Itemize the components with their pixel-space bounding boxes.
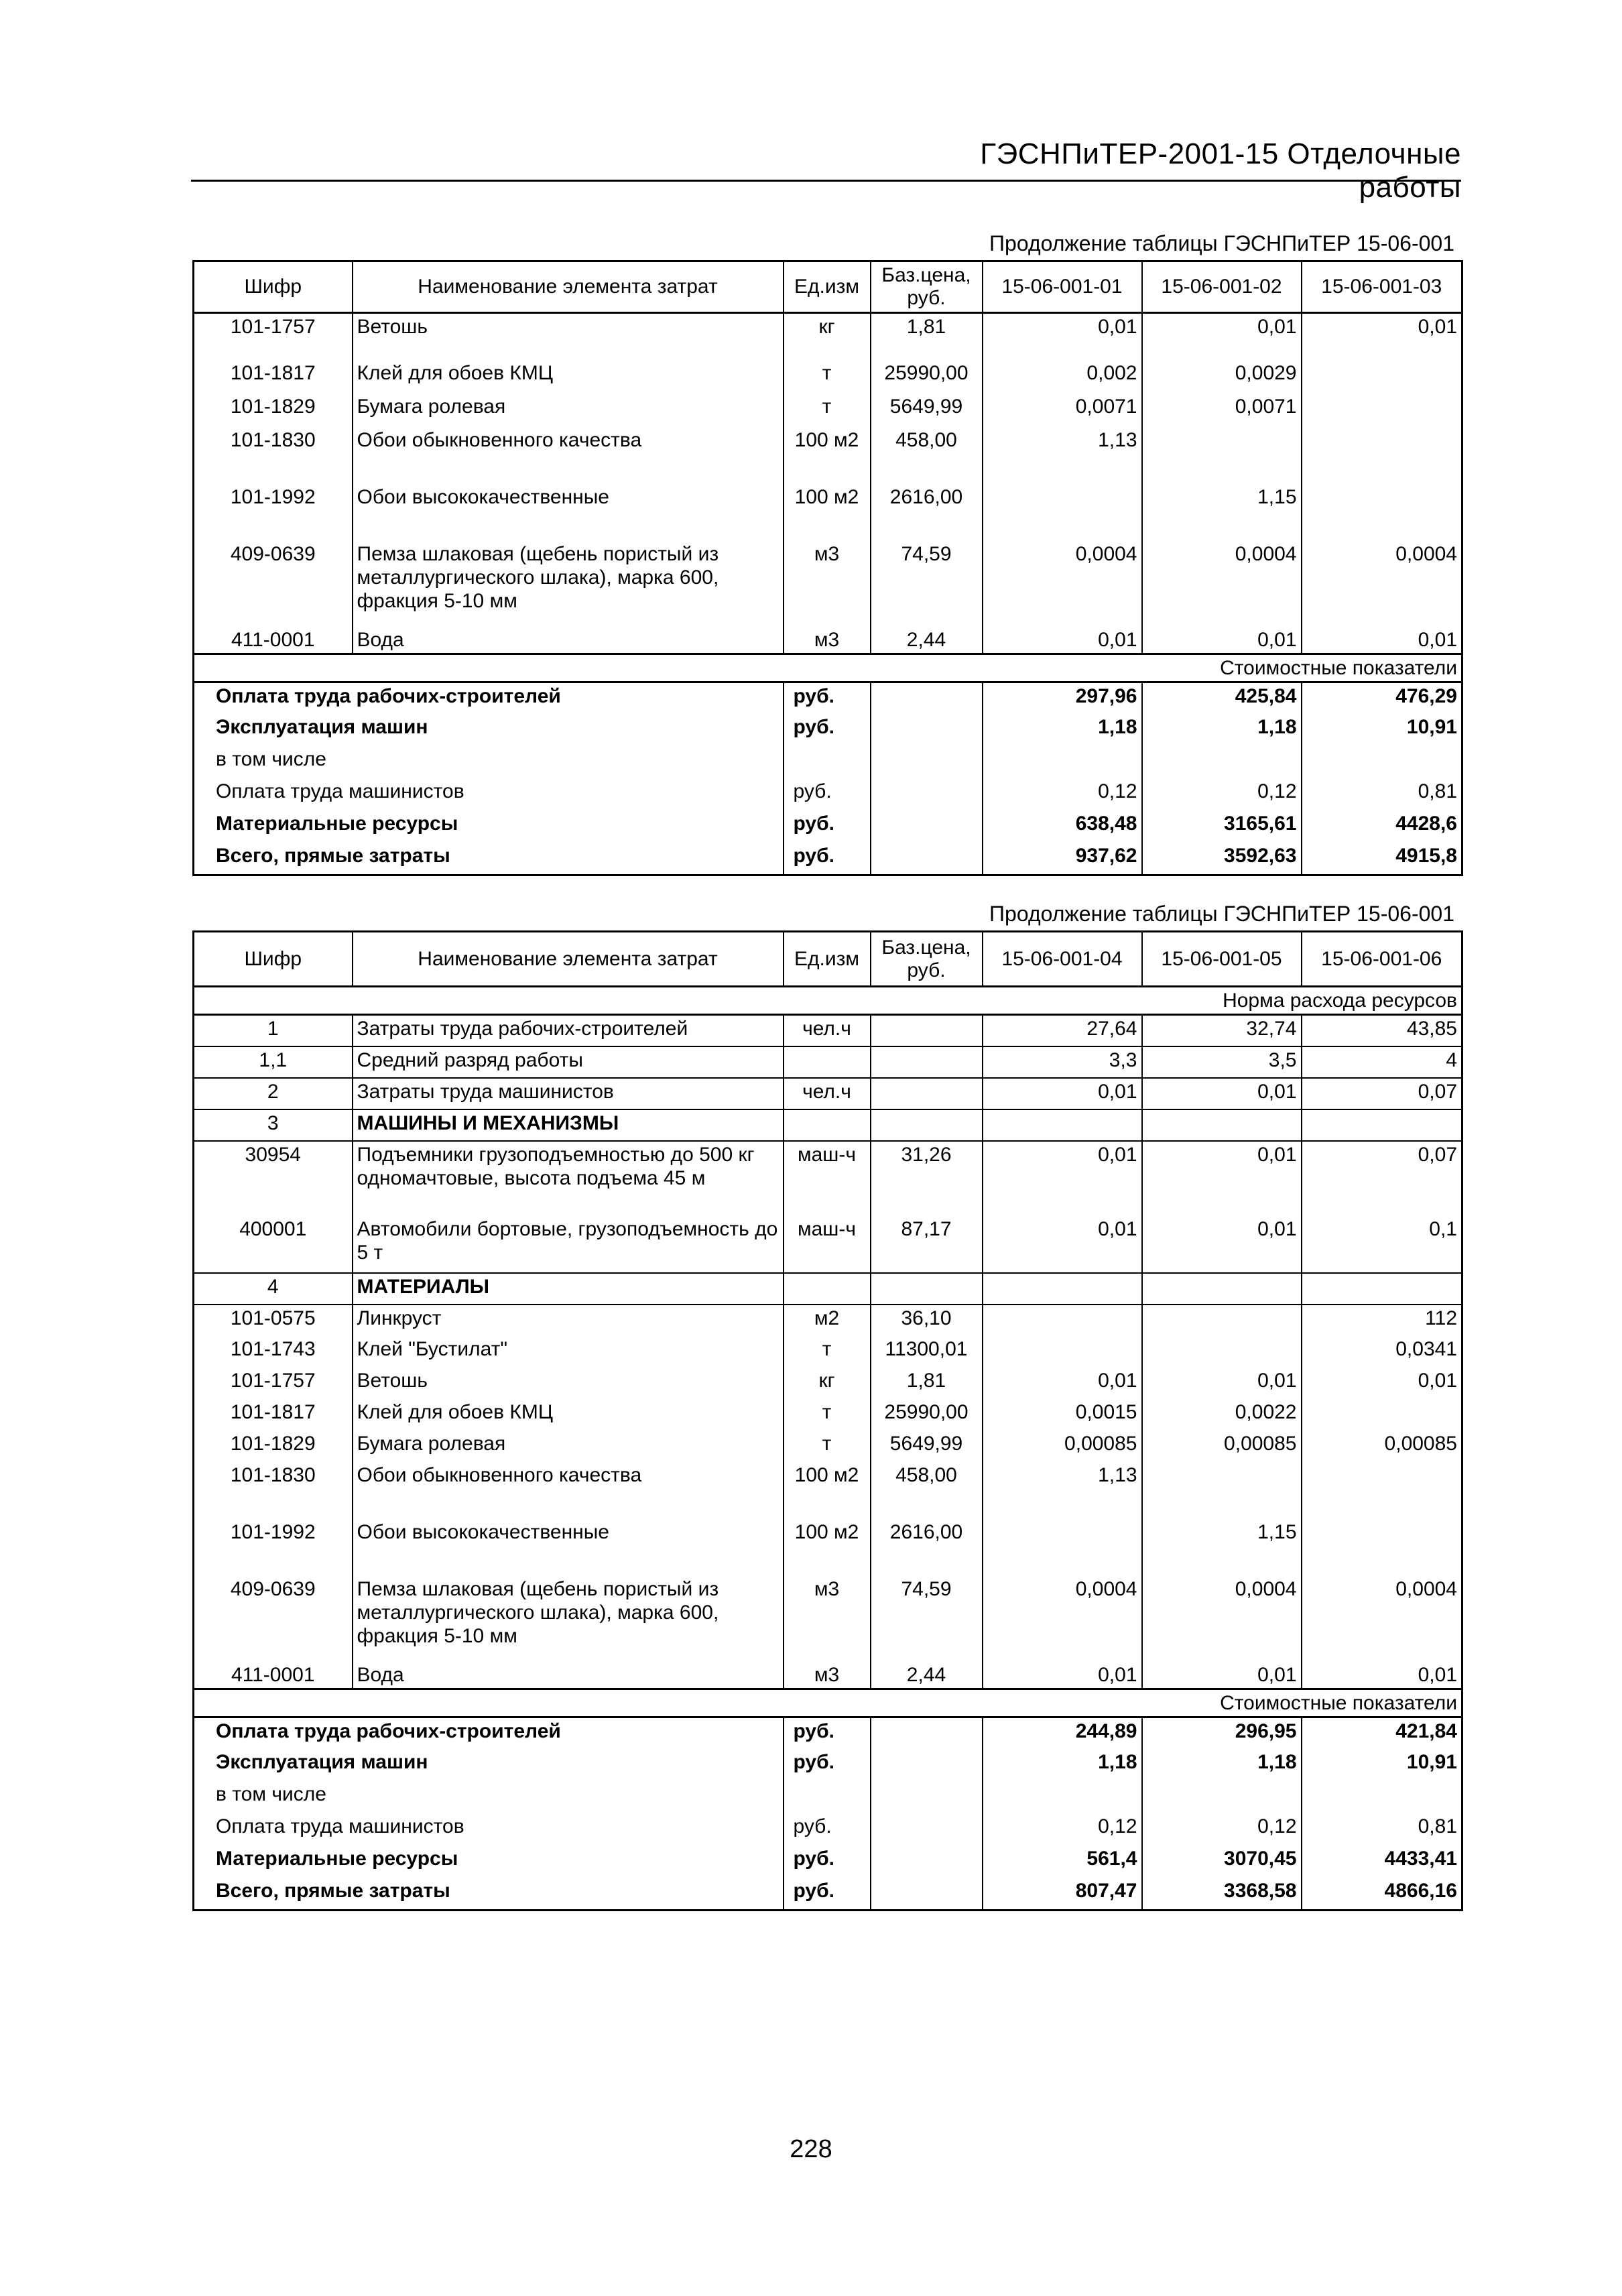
- totals-price-empty: [871, 682, 983, 714]
- cell-value: 0,01: [1142, 1662, 1302, 1689]
- cell-code: 4: [194, 1273, 353, 1305]
- cell-value: 0,01: [983, 1141, 1142, 1216]
- cell-price: 458,00: [871, 427, 983, 484]
- cell-name: Пемза шлаковая (щебень пористый из металлургического шлака), марка 600, фракция 5-10 мм: [353, 541, 784, 627]
- cell-unit: кг: [784, 1368, 871, 1399]
- cell-name: Линкруст: [353, 1305, 784, 1336]
- cell-price: 25990,00: [871, 360, 983, 394]
- totals-unit: руб.: [784, 778, 871, 810]
- cell-unit: т: [784, 1431, 871, 1462]
- cell-code: 101-1817: [194, 1399, 353, 1431]
- totals-value: 0,81: [1302, 778, 1462, 810]
- table-row: [194, 1046, 1462, 1078]
- cell-code: 101-0575: [194, 1305, 353, 1336]
- totals-row: [194, 1878, 1462, 1910]
- totals-value: 0,12: [1142, 778, 1302, 810]
- cell-code: 411-0001: [194, 627, 353, 654]
- cell-code: 101-1829: [194, 1431, 353, 1462]
- cell-value: 0,01: [983, 627, 1142, 654]
- cell-unit: [784, 1046, 871, 1078]
- cell-name: Затраты труда машинистов: [353, 1078, 784, 1109]
- table-row: [194, 627, 1462, 654]
- totals-row: [194, 1846, 1462, 1878]
- cell-value: 0,01: [983, 313, 1142, 360]
- col-code-header: Шифр: [194, 261, 353, 313]
- cell-value: 0,01: [1142, 313, 1302, 360]
- totals-value: [983, 746, 1142, 778]
- totals-value: 10,91: [1302, 714, 1462, 746]
- cell-unit: т: [784, 1399, 871, 1431]
- cell-value: 0,07: [1302, 1141, 1462, 1216]
- totals-value: 476,29: [1302, 682, 1462, 714]
- totals-value: 0,12: [983, 1813, 1142, 1846]
- table-row: [194, 1078, 1462, 1109]
- totals-value: [1302, 1781, 1462, 1813]
- totals-label: Эксплуатация машин: [194, 714, 784, 746]
- cell-unit: [784, 1109, 871, 1141]
- totals-value: 4915,8: [1302, 843, 1462, 875]
- cell-value: [983, 1273, 1142, 1305]
- cell-value: 1,15: [1142, 484, 1302, 541]
- cell-code: 101-1743: [194, 1336, 353, 1368]
- totals-label: Оплата труда машинистов: [194, 1813, 784, 1846]
- cell-name: Вода: [353, 1662, 784, 1689]
- table-row: [194, 484, 1462, 541]
- cell-name: Бумага ролевая: [353, 394, 784, 427]
- cell-price: 74,59: [871, 541, 983, 627]
- table1-section-row: [194, 654, 1462, 682]
- cell-code: 1: [194, 1015, 353, 1046]
- col-price-header: Баз.цена, руб.: [871, 932, 983, 987]
- cell-value: [1302, 1519, 1462, 1576]
- table2-section-row-2: [194, 1689, 1462, 1717]
- totals-price-empty: [871, 714, 983, 746]
- totals-value: 1,18: [1142, 714, 1302, 746]
- page-number: 228: [790, 2135, 832, 2163]
- cell-value: 0,01: [1142, 1141, 1302, 1216]
- cell-code: 30954: [194, 1141, 353, 1216]
- cell-value: [1302, 1273, 1462, 1305]
- cell-value: 0,01: [983, 1662, 1142, 1689]
- table-row: [194, 1216, 1462, 1273]
- col-code-1: 15-06-001-01: [983, 261, 1142, 313]
- cell-value: 0,01: [983, 1078, 1142, 1109]
- table-row: [194, 1305, 1462, 1336]
- totals-row: [194, 778, 1462, 810]
- totals-label: Оплата труда рабочих-строителей: [194, 682, 784, 714]
- cell-value: 0,002: [983, 360, 1142, 394]
- cell-price: 1,81: [871, 313, 983, 360]
- table1: [192, 260, 1463, 876]
- section-label: Стоимостные показатели: [194, 1689, 1462, 1717]
- cell-value: [1302, 360, 1462, 394]
- table-row: [194, 1141, 1462, 1216]
- col-code-4: 15-06-001-04: [983, 932, 1142, 987]
- cell-price: [871, 1109, 983, 1141]
- cell-code: 101-1830: [194, 1462, 353, 1519]
- cell-price: 25990,00: [871, 1399, 983, 1431]
- col-name-header: Наименование элемента затрат: [353, 261, 784, 313]
- cell-unit: т: [784, 360, 871, 394]
- cell-code: 101-1829: [194, 394, 353, 427]
- cell-unit: 100 м2: [784, 484, 871, 541]
- cell-value: 0,07: [1302, 1078, 1462, 1109]
- cell-value: [1142, 1462, 1302, 1519]
- cell-value: 0,00085: [1302, 1431, 1462, 1462]
- cell-name: Ветошь: [353, 1368, 784, 1399]
- cell-value: [1302, 427, 1462, 484]
- table1-caption: Продолжение таблицы ГЭСНПиТЕР 15-06-001: [989, 231, 1454, 255]
- totals-label: Эксплуатация машин: [194, 1749, 784, 1781]
- table-row: [194, 1576, 1462, 1662]
- totals-row: [194, 843, 1462, 875]
- cell-price: 5649,99: [871, 394, 983, 427]
- cell-value: 0,01: [1142, 1078, 1302, 1109]
- table-row: [194, 427, 1462, 484]
- cell-value: 0,01: [1302, 1662, 1462, 1689]
- cell-value: 0,01: [1302, 313, 1462, 360]
- totals-value: 4866,16: [1302, 1878, 1462, 1910]
- totals-value: 1,18: [983, 1749, 1142, 1781]
- cell-unit: маш-ч: [784, 1141, 871, 1216]
- cell-code: 101-1992: [194, 1519, 353, 1576]
- totals-row: [194, 1717, 1462, 1749]
- cell-value: [983, 1519, 1142, 1576]
- totals-value: 10,91: [1302, 1749, 1462, 1781]
- cell-value: 3,5: [1142, 1046, 1302, 1078]
- cell-code: 409-0639: [194, 1576, 353, 1662]
- cell-value: [983, 484, 1142, 541]
- col-price-header: Баз.цена, руб.: [871, 261, 983, 313]
- table-row: [194, 313, 1462, 360]
- totals-price-empty: [871, 1878, 983, 1910]
- section-label: Норма расхода ресурсов: [194, 987, 1462, 1015]
- totals-value: 807,47: [983, 1878, 1142, 1910]
- cell-name: Ветошь: [353, 313, 784, 360]
- cell-value: 1,13: [983, 427, 1142, 484]
- totals-value: 296,95: [1142, 1717, 1302, 1749]
- cell-name: Обои обыкновенного качества: [353, 1462, 784, 1519]
- table1-header-row: [194, 261, 1462, 313]
- totals-value: 3592,63: [1142, 843, 1302, 875]
- totals-label: Всего, прямые затраты: [194, 843, 784, 875]
- cell-name: МАШИНЫ И МЕХАНИЗМЫ: [353, 1109, 784, 1141]
- totals-label: Материальные ресурсы: [194, 1846, 784, 1878]
- cell-name: Подъемники грузоподъемностью до 500 кг одномачтовые, высота подъема 45 м: [353, 1141, 784, 1216]
- cell-price: [871, 1078, 983, 1109]
- cell-value: 0,1: [1302, 1216, 1462, 1273]
- cell-value: 0,0029: [1142, 360, 1302, 394]
- cell-value: 0,0004: [1302, 541, 1462, 627]
- col-code-5: 15-06-001-05: [1142, 932, 1302, 987]
- table-row: [194, 1462, 1462, 1519]
- section-label: Стоимостные показатели: [194, 654, 1462, 682]
- cell-value: 43,85: [1302, 1015, 1462, 1046]
- cell-value: 0,00085: [983, 1431, 1142, 1462]
- cell-code: 101-1817: [194, 360, 353, 394]
- totals-value: 3368,58: [1142, 1878, 1302, 1910]
- cell-value: 0,0004: [983, 541, 1142, 627]
- cell-unit: м2: [784, 1305, 871, 1336]
- cell-unit: м3: [784, 627, 871, 654]
- cell-code: 1,1: [194, 1046, 353, 1078]
- cell-name: Затраты труда рабочих-строителей: [353, 1015, 784, 1046]
- totals-unit: руб.: [784, 1749, 871, 1781]
- cell-value: [1302, 394, 1462, 427]
- cell-price: 87,17: [871, 1216, 983, 1273]
- cell-price: 2,44: [871, 627, 983, 654]
- table-row: [194, 1109, 1462, 1141]
- totals-unit: [784, 746, 871, 778]
- totals-label: Оплата труда рабочих-строителей: [194, 1717, 784, 1749]
- table-row: [194, 1336, 1462, 1368]
- cell-value: 4: [1302, 1046, 1462, 1078]
- cell-unit: т: [784, 1336, 871, 1368]
- cell-value: 0,01: [983, 1216, 1142, 1273]
- cell-price: [871, 1046, 983, 1078]
- cell-code: 400001: [194, 1216, 353, 1273]
- totals-row: [194, 714, 1462, 746]
- cell-value: [1142, 1109, 1302, 1141]
- totals-price-empty: [871, 1781, 983, 1813]
- col-unit-header: Ед.изм: [784, 932, 871, 987]
- totals-unit: руб.: [784, 843, 871, 875]
- table-row: [194, 1431, 1462, 1462]
- cell-name: Автомобили бортовые, грузоподъемность до 5 т: [353, 1216, 784, 1273]
- table-row: [194, 1368, 1462, 1399]
- totals-price-empty: [871, 810, 983, 843]
- totals-value: 425,84: [1142, 682, 1302, 714]
- cell-value: [983, 1109, 1142, 1141]
- totals-value: 0,12: [983, 778, 1142, 810]
- totals-value: 3070,45: [1142, 1846, 1302, 1878]
- table2-header-row: [194, 932, 1462, 987]
- cell-price: 31,26: [871, 1141, 983, 1216]
- totals-price-empty: [871, 1813, 983, 1846]
- totals-unit: руб.: [784, 1846, 871, 1878]
- totals-unit: руб.: [784, 810, 871, 843]
- cell-price: 1,81: [871, 1368, 983, 1399]
- cell-value: [1142, 1305, 1302, 1336]
- cell-unit: чел.ч: [784, 1078, 871, 1109]
- cell-value: [983, 1336, 1142, 1368]
- cell-value: [1302, 1462, 1462, 1519]
- totals-value: 561,4: [983, 1846, 1142, 1878]
- totals-price-empty: [871, 1749, 983, 1781]
- totals-row: [194, 1749, 1462, 1781]
- totals-value: 937,62: [983, 843, 1142, 875]
- cell-name: Средний разряд работы: [353, 1046, 784, 1078]
- cell-price: 36,10: [871, 1305, 983, 1336]
- cell-code: 101-1992: [194, 484, 353, 541]
- totals-value: [1142, 746, 1302, 778]
- totals-price-empty: [871, 1846, 983, 1878]
- cell-value: [1302, 1399, 1462, 1431]
- cell-unit: чел.ч: [784, 1015, 871, 1046]
- cell-value: [1302, 484, 1462, 541]
- table-row: [194, 1399, 1462, 1431]
- table-row: [194, 1519, 1462, 1576]
- table2-caption: Продолжение таблицы ГЭСНПиТЕР 15-06-001: [989, 902, 1454, 926]
- cell-code: 101-1830: [194, 427, 353, 484]
- table-row: [194, 394, 1462, 427]
- totals-value: [1142, 1781, 1302, 1813]
- totals-value: [1302, 746, 1462, 778]
- cell-unit: кг: [784, 313, 871, 360]
- cell-value: [1142, 427, 1302, 484]
- cell-value: 0,01: [1302, 627, 1462, 654]
- cell-price: [871, 1273, 983, 1305]
- totals-value: 0,81: [1302, 1813, 1462, 1846]
- cell-value: 1,13: [983, 1462, 1142, 1519]
- col-code-6: 15-06-001-06: [1302, 932, 1462, 987]
- totals-row: [194, 682, 1462, 714]
- totals-unit: руб.: [784, 1878, 871, 1910]
- cell-value: [983, 1305, 1142, 1336]
- cell-value: [1142, 1273, 1302, 1305]
- cell-name: Обои обыкновенного качества: [353, 427, 784, 484]
- totals-value: 1,18: [983, 714, 1142, 746]
- cell-price: 458,00: [871, 1462, 983, 1519]
- cell-value: 0,0341: [1302, 1336, 1462, 1368]
- cell-unit: 100 м2: [784, 1462, 871, 1519]
- cell-unit: м3: [784, 1576, 871, 1662]
- cell-unit: [784, 1273, 871, 1305]
- header-rule: [191, 180, 1461, 182]
- table-row: [194, 360, 1462, 394]
- cell-value: 0,00085: [1142, 1431, 1302, 1462]
- cell-code: 2: [194, 1078, 353, 1109]
- totals-unit: руб.: [784, 1717, 871, 1749]
- cell-name: Клей для обоев КМЦ: [353, 1399, 784, 1431]
- totals-value: 421,84: [1302, 1717, 1462, 1749]
- totals-value: 638,48: [983, 810, 1142, 843]
- cell-price: 2616,00: [871, 484, 983, 541]
- cell-value: 3,3: [983, 1046, 1142, 1078]
- totals-row: [194, 1781, 1462, 1813]
- cell-value: [1302, 1109, 1462, 1141]
- cell-value: 0,0071: [983, 394, 1142, 427]
- totals-price-empty: [871, 843, 983, 875]
- col-unit-header: Ед.изм: [784, 261, 871, 313]
- cell-code: 411-0001: [194, 1662, 353, 1689]
- cell-code: 409-0639: [194, 541, 353, 627]
- cell-unit: 100 м2: [784, 1519, 871, 1576]
- col-code-3: 15-06-001-03: [1302, 261, 1462, 313]
- cell-name: Обои высококачественные: [353, 484, 784, 541]
- col-name-header: Наименование элемента затрат: [353, 932, 784, 987]
- cell-name: Клей для обоев КМЦ: [353, 360, 784, 394]
- cell-price: 11300,01: [871, 1336, 983, 1368]
- cell-price: 2616,00: [871, 1519, 983, 1576]
- totals-value: [983, 1781, 1142, 1813]
- cell-code: 3: [194, 1109, 353, 1141]
- cell-value: [1142, 1336, 1302, 1368]
- cell-value: 0,01: [1142, 1216, 1302, 1273]
- totals-unit: руб.: [784, 1813, 871, 1846]
- totals-price-empty: [871, 746, 983, 778]
- cell-name: МАТЕРИАЛЫ: [353, 1273, 784, 1305]
- cell-value: 27,64: [983, 1015, 1142, 1046]
- totals-value: 297,96: [983, 682, 1142, 714]
- cell-value: 0,0015: [983, 1399, 1142, 1431]
- totals-label: Материальные ресурсы: [194, 810, 784, 843]
- totals-value: 1,18: [1142, 1749, 1302, 1781]
- cell-unit: 100 м2: [784, 427, 871, 484]
- totals-row: [194, 1813, 1462, 1846]
- cell-unit: т: [784, 394, 871, 427]
- totals-value: 4433,41: [1302, 1846, 1462, 1878]
- cell-value: 0,01: [1142, 1368, 1302, 1399]
- cell-unit: маш-ч: [784, 1216, 871, 1273]
- cell-value: 32,74: [1142, 1015, 1302, 1046]
- cell-value: 0,0004: [1142, 541, 1302, 627]
- cell-value: 0,0071: [1142, 394, 1302, 427]
- totals-label: Всего, прямые затраты: [194, 1878, 784, 1910]
- cell-unit: м3: [784, 1662, 871, 1689]
- totals-row: [194, 746, 1462, 778]
- cell-code: 101-1757: [194, 313, 353, 360]
- cell-unit: м3: [784, 541, 871, 627]
- totals-row: [194, 810, 1462, 843]
- cell-name: Обои высококачественные: [353, 1519, 784, 1576]
- cell-price: 74,59: [871, 1576, 983, 1662]
- totals-unit: руб.: [784, 682, 871, 714]
- totals-label: в том числе: [194, 1781, 784, 1813]
- totals-unit: [784, 1781, 871, 1813]
- cell-value: 0,01: [1302, 1368, 1462, 1399]
- totals-value: 0,12: [1142, 1813, 1302, 1846]
- totals-value: 4428,6: [1302, 810, 1462, 843]
- totals-value: 3165,61: [1142, 810, 1302, 843]
- cell-value: 0,0004: [1302, 1576, 1462, 1662]
- cell-name: Пемза шлаковая (щебень пористый из металлургического шлака), марка 600, фракция 5-10 мм: [353, 1576, 784, 1662]
- table2-section-row-1: [194, 987, 1462, 1015]
- cell-value: 0,0004: [1142, 1576, 1302, 1662]
- totals-price-empty: [871, 1717, 983, 1749]
- cell-code: 101-1757: [194, 1368, 353, 1399]
- page-header-title: ГЭСНПиТЕР-2001-15 Отделочные работы: [980, 137, 1461, 204]
- cell-name: Клей "Бустилат": [353, 1336, 784, 1368]
- table-row: [194, 541, 1462, 627]
- cell-price: [871, 1015, 983, 1046]
- cell-name: Бумага ролевая: [353, 1431, 784, 1462]
- cell-name: Вода: [353, 627, 784, 654]
- table-row: [194, 1273, 1462, 1305]
- cell-price: 2,44: [871, 1662, 983, 1689]
- cell-value: 0,0022: [1142, 1399, 1302, 1431]
- col-code-header: Шифр: [194, 932, 353, 987]
- cell-value: 1,15: [1142, 1519, 1302, 1576]
- table2: [192, 930, 1463, 1911]
- totals-value: 244,89: [983, 1717, 1142, 1749]
- cell-value: 112: [1302, 1305, 1462, 1336]
- table-row: [194, 1662, 1462, 1689]
- col-code-2: 15-06-001-02: [1142, 261, 1302, 313]
- totals-unit: руб.: [784, 714, 871, 746]
- totals-price-empty: [871, 778, 983, 810]
- totals-label: в том числе: [194, 746, 784, 778]
- cell-value: 0,01: [983, 1368, 1142, 1399]
- cell-value: 0,01: [1142, 627, 1302, 654]
- table-row: [194, 1015, 1462, 1046]
- cell-price: 5649,99: [871, 1431, 983, 1462]
- totals-label: Оплата труда машинистов: [194, 778, 784, 810]
- cell-value: 0,0004: [983, 1576, 1142, 1662]
